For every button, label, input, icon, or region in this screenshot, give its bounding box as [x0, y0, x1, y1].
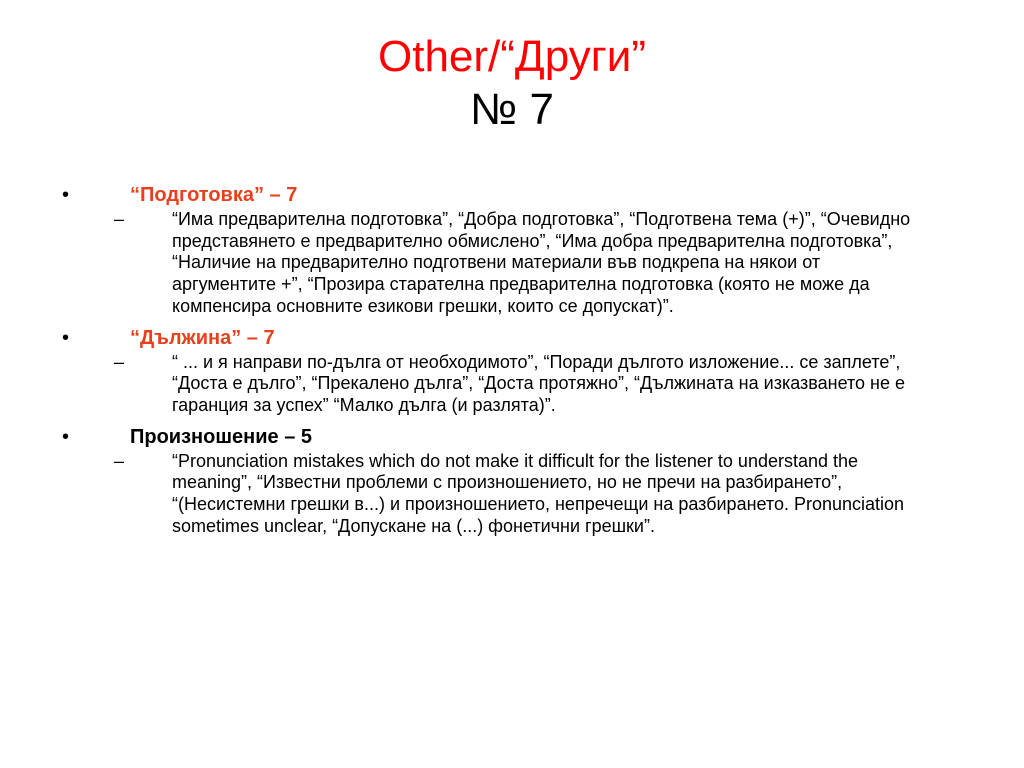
- item-text-pronunciation: “Pronunciation mistakes which do not make it difficult for the listener to understand the meaning”, “Известни проблеми с произношението, но не пречи на разбирането”, “(Несистемни грешки в...) и произношението, непречещи на разбирането. Pronunciation sometimes unclear, “Допускане на (...) фонетични грешки”.: [172, 450, 905, 536]
- list-item-preparation: [0, 181, 1024, 318]
- item-text-length: “ ... и я направи по-дълга от необходимото”, “Поради дългото изложение... се заплете”, “Доста е дълго”, “Прекалено дълга”, “Доста протяжно”, “Дължината на изказването не е гаранция за успех” “Малко дълга (и разлята)”.: [172, 351, 906, 415]
- item-text-preparation: “Има предварителна подготовка”, “Добра подготовка”, “Подготвена тема (+)”, “Очевидно представянето е предварително обмислено”, “Има добра предварителна подготовка”, “Наличие на предварително подготвени материали във подкрепа на някои от аргументите +”, “Прозира старателна предварителна подготовка (която не може да компенсира основните езикови грешки, които се допускат)”.: [172, 209, 911, 316]
- list-item-pronunciation: [0, 423, 1024, 538]
- list-item-length: [0, 324, 1024, 417]
- slide-content: [0, 181, 1024, 543]
- title-number: № 7: [470, 85, 554, 134]
- dash-icon: –: [114, 351, 125, 372]
- dash-icon: –: [114, 209, 125, 229]
- item-heading-pronunciation: Произношение – 5: [130, 425, 312, 448]
- bullet-icon: •: [62, 425, 70, 448]
- bullet-icon: •: [62, 326, 70, 349]
- dash-icon: –: [114, 450, 125, 471]
- slide-title: [0, 30, 1024, 136]
- bullet-icon: •: [62, 184, 70, 206]
- item-heading-length: “Дължина” – 7: [130, 326, 275, 349]
- title-other-drugi: Other/“Други”: [378, 32, 646, 81]
- item-heading-preparation: “Подготовка” – 7: [130, 184, 298, 206]
